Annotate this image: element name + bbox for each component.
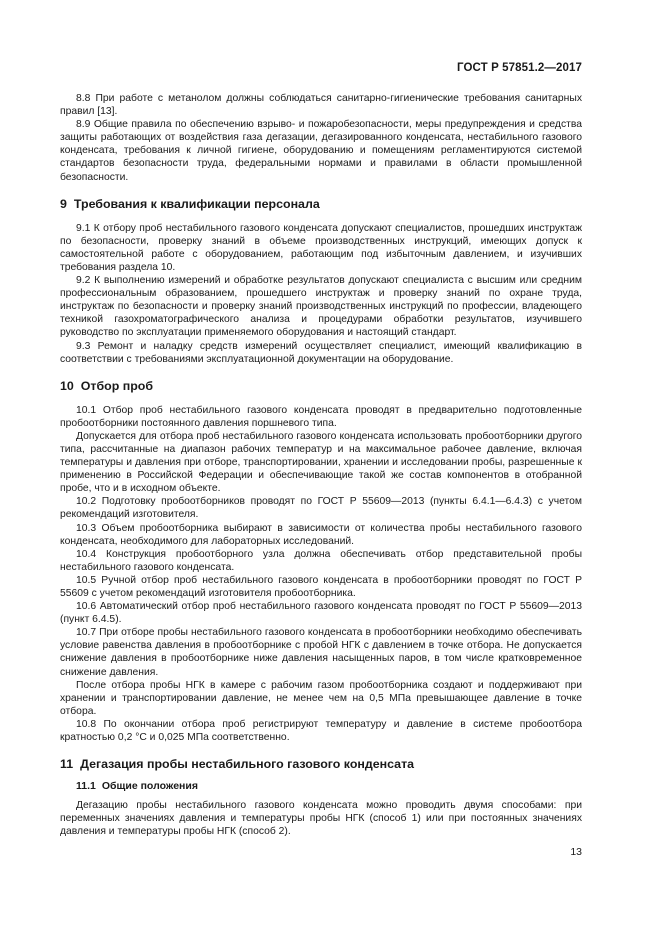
section-heading-11: [60, 757, 582, 772]
section-title: Дегазация пробы нестабильного газового конденсата: [80, 757, 415, 772]
paragraph-10-4: 10.4 Конструкция пробоотборного узла должна обеспечивать отбор представительной пробы нестабильного газового конденсата.: [60, 548, 582, 573]
paragraph-8-9: 8.9 Общие правила по обеспечению взрыво- и пожаробезопасности, меры предупреждения и средства защиты работающих от воздействия газа дегазации, дегазированного конденсата, нестабильного газового конденсата, требования к личной гигиене, оборудованию и помещениям регламентируются системой стандартов безопасности труда, федеральными нормами и правилами в области промышленной безопасности.: [60, 119, 582, 183]
paragraph-10-6: 10.6 Автоматический отбор проб нестабильного газового конденсата проводят по ГОСТ Р 55609—2013 (пункт 6.4.5).: [60, 601, 582, 626]
section-number: 10: [60, 378, 74, 393]
document-body: [60, 92, 582, 838]
section-title: Отбор проб: [80, 378, 154, 393]
section-title: Требования к квалификации персонала: [73, 196, 320, 211]
paragraph-11-1: Дегазацию пробы нестабильного газового конденсата можно проводить двумя способами: при переменных значениях давления и температуры пробы НГК (способ 1) или при постоянных значениях давления и температуры пробы НГК (способ 2).: [60, 800, 582, 838]
paragraph-10-7: 10.7 При отборе пробы нестабильного газового конденсата в пробоотборники необходимо обеспечивать условие равенства давления в пробоотборнике с пробой НГК с давлением в точке отбора. Не допускается снижение давления в пробоотборнике ниже давления насыщенных паров, в том числе кратковременное снижение давления.: [60, 627, 582, 678]
paragraph-8-8: 8.8 При работе с метанолом должны соблюдаться санитарно-гигиенические требования санитарных правил [13].: [60, 93, 582, 118]
subsection-heading-11-1: [60, 780, 582, 793]
subsection-title: Общие положения: [101, 780, 198, 793]
section-number: 11: [60, 757, 74, 772]
section-heading-9: [60, 197, 582, 212]
document-code-header: ГОСТ Р 57851.2—2017: [457, 62, 582, 74]
paragraph-9-2: 9.2 К выполнению измерений и обработке результатов допускают специалиста с высшим или средним профессиональным образованием, прошедшего инструктаж и проверку знаний по охране труда, инструктаж по безопасности и проверку знаний производственных инструкций по профессии, владеющего техникой газохроматографического анализа и процедурами обработки результатов, изучившего руководство по эксплуатации применяемого оборудования и настоящий стандарт.: [60, 275, 582, 339]
paragraph-10-7-cont: После отбора пробы НГК в камере с рабочим газом пробоотборника создают и поддерживают при хранении и транспортировании давление, не менее чем на 0,5 МПа превышающее давление в точке отбора.: [60, 679, 582, 717]
section-number: 9: [60, 196, 67, 211]
paragraph-9-1: 9.1 К отбору проб нестабильного газового конденсата допускают специалистов, прошедших инструктаж по безопасности, проверку знаний в объеме производственных инструкций, имеющих допуск к самостоятельной работе с оборудованием, работающим под избыточным давлением, и изучивших требования раздела 10.: [60, 222, 582, 273]
paragraph-10-3: 10.3 Объем пробоотборника выбирают в зависимости от количества пробы нестабильного газового конденсата, необходимого для лабораторных исследований.: [60, 522, 582, 547]
paragraph-10-2: 10.2 Подготовку пробоотборников проводят по ГОСТ Р 55609—2013 (пункты 6.4.1—6.4.3) с учетом рекомендаций изготовителя.: [60, 496, 582, 521]
subsection-number: 11.1: [76, 780, 96, 793]
section-heading-10: [60, 379, 582, 394]
paragraph-10-5: 10.5 Ручной отбор проб нестабильного газового конденсата в пробоотборники проводят по ГОСТ Р 55609 с учетом рекомендаций изготовителя пробоотборника.: [60, 574, 582, 599]
paragraph-10-1-cont: Допускается для отбора проб нестабильного газового конденсата использовать пробоотборники другого типа, рассчитанные на диапазон рабочих температур и на максимальное рабочее давление, включая температуры и давления при отборе, транспортировании, хранении и исследовании пробы, разрешенные к применению в Российской Федерации и обеспечивающие такой же состав компонентов в отобранной пробе, что и в исходном объекте.: [60, 430, 582, 495]
paragraph-9-3: 9.3 Ремонт и наладку средств измерений осуществляет специалист, имеющий квалификацию в соответствии с требованиями эксплуатационной документации на оборудование.: [60, 340, 582, 365]
paragraph-10-1: 10.1 Отбор проб нестабильного газового конденсата проводят в предварительно подготовленные пробоотборники постоянного давления поршневого типа.: [60, 404, 582, 429]
page-number: 13: [570, 846, 582, 858]
paragraph-10-8: 10.8 По окончании отбора проб регистрируют температуру и давление в системе пробоотбора кратностью 0,2 °С и 0,025 МПа соответственно.: [60, 718, 582, 744]
